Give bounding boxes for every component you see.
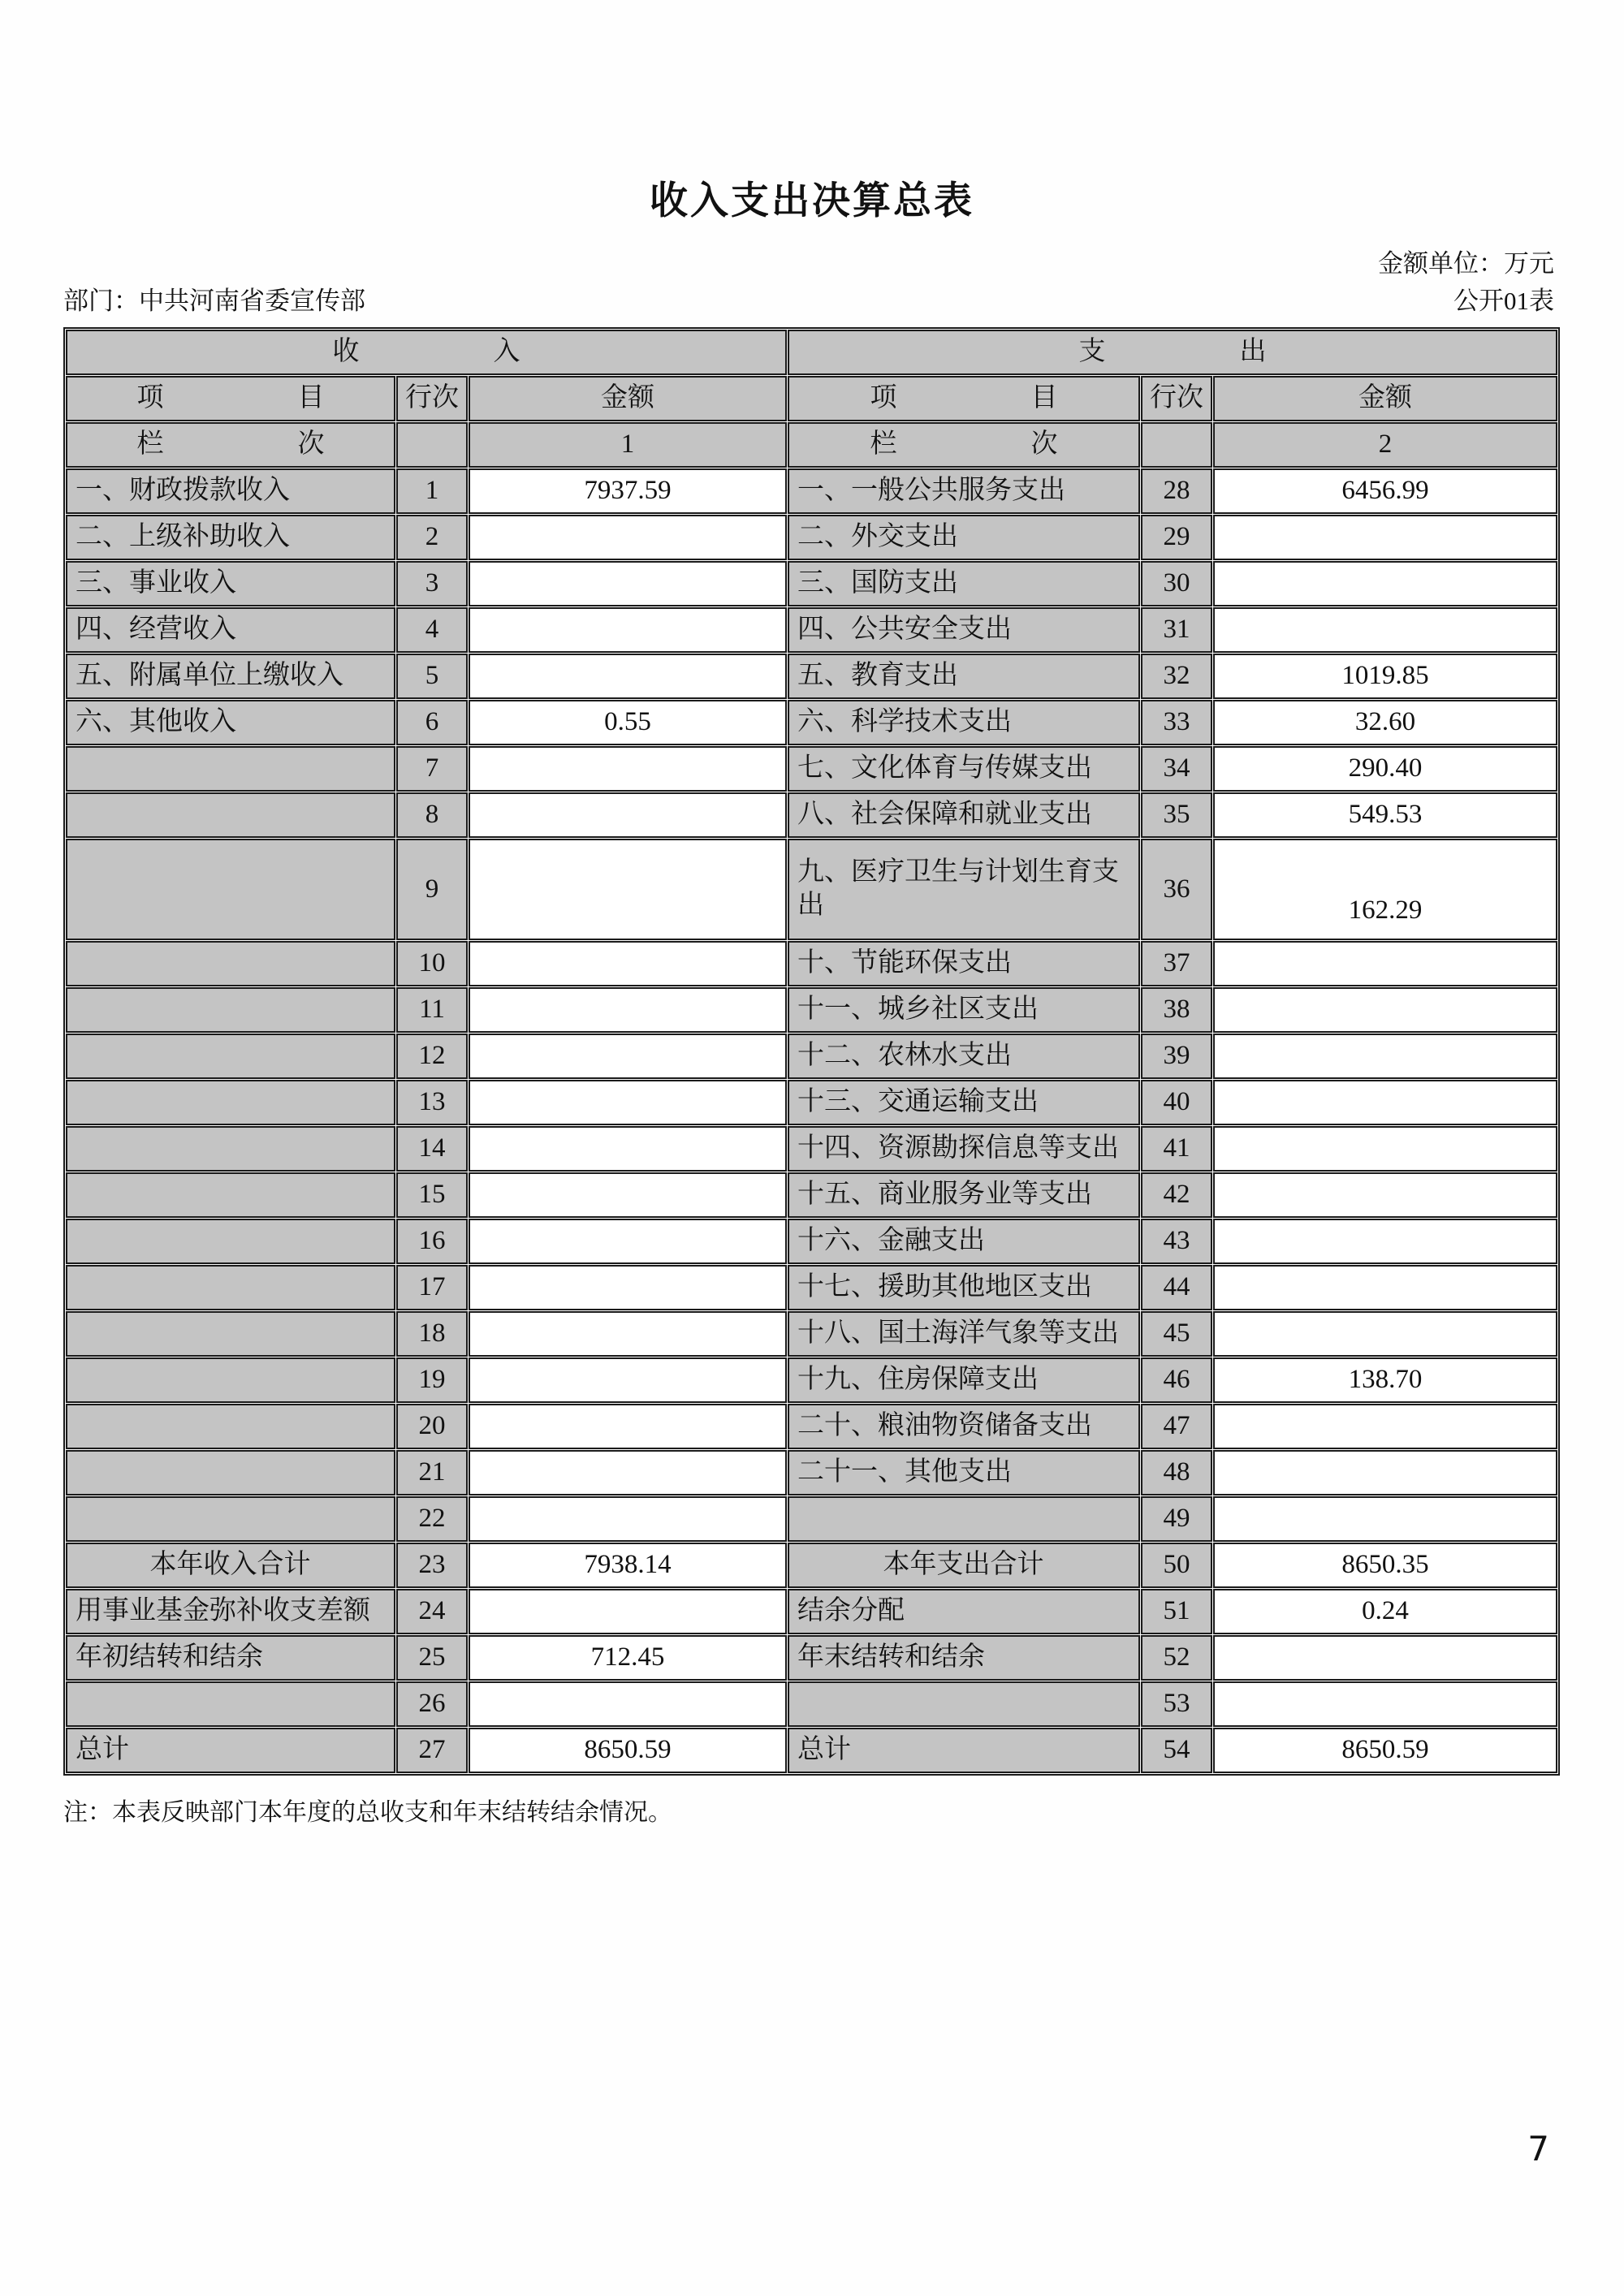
income-rowno-cell: 26 [396, 1681, 468, 1727]
income-item-cell [66, 1080, 395, 1125]
expense-rowno-cell: 32 [1141, 654, 1212, 699]
income-amount-cell [469, 1496, 787, 1542]
expense-rowno-cell: 50 [1141, 1543, 1212, 1588]
table-row [66, 987, 1557, 1033]
expense-rowno-cell: 47 [1141, 1404, 1212, 1449]
income-rowno-cell: 12 [396, 1034, 468, 1079]
income-rowno-cell: 8 [396, 792, 468, 838]
expense-amount-cell [1213, 1496, 1557, 1542]
table-row [66, 1311, 1557, 1357]
expense-amount-cell: 6456.99 [1213, 468, 1557, 514]
income-rowno-cell: 25 [396, 1635, 468, 1681]
table-row [66, 654, 1557, 699]
table-row [66, 1034, 1557, 1079]
income-amount-cell [469, 792, 787, 838]
income-rowno-cell: 27 [396, 1728, 468, 1773]
section-header-row [66, 330, 1557, 375]
table-row [66, 700, 1557, 745]
lane-number-row [66, 422, 1557, 468]
table-row [66, 941, 1557, 986]
income-item-cell [66, 1311, 395, 1357]
expense-rowno-header: 行次 [1141, 376, 1212, 421]
income-item-cell: 总计 [66, 1728, 395, 1773]
expense-amount-cell: 8650.35 [1213, 1543, 1557, 1588]
table-row [66, 515, 1557, 560]
table-code-label: 公开01表 [1453, 286, 1554, 315]
table-row [66, 1450, 1557, 1495]
expense-item-cell: 十九、住房保障支出 [788, 1357, 1140, 1403]
expense-item-cell: 九、医疗卫生与计划生育支出 [788, 839, 1140, 940]
expense-rowno-cell: 28 [1141, 468, 1212, 514]
income-rowno-cell: 16 [396, 1219, 468, 1264]
table-row [66, 1681, 1557, 1727]
expense-item-cell: 年末结转和结余 [788, 1635, 1140, 1681]
income-amount-header: 金额 [469, 376, 787, 421]
expense-item-cell: 十二、农林水支出 [788, 1034, 1140, 1079]
income-item-cell: 三、事业收入 [66, 561, 395, 606]
income-rowno-cell: 17 [396, 1265, 468, 1310]
budget-summary-table [63, 327, 1560, 1776]
income-amount-cell [469, 1172, 787, 1218]
expense-item-cell: 六、科学技术支出 [788, 700, 1140, 745]
expense-item-cell [788, 1496, 1140, 1542]
expense-rowno-cell: 36 [1141, 839, 1212, 940]
income-amount-cell [469, 746, 787, 792]
page-number: 7 [1527, 2129, 1549, 2169]
income-rowno-cell: 14 [396, 1126, 468, 1172]
table-row [66, 1357, 1557, 1403]
expense-lane-label: 栏 次 [788, 422, 1140, 468]
expense-rowno-cell: 42 [1141, 1172, 1212, 1218]
expense-item-cell: 十三、交通运输支出 [788, 1080, 1140, 1125]
expense-amount-cell [1213, 1034, 1557, 1079]
expense-amount-header: 金额 [1213, 376, 1557, 421]
income-rowno-cell: 11 [396, 987, 468, 1033]
income-lane-spacer [396, 422, 468, 468]
income-amount-cell [469, 839, 787, 940]
expense-amount-cell: 549.53 [1213, 792, 1557, 838]
expense-amount-cell [1213, 1219, 1557, 1264]
income-item-cell [66, 1450, 395, 1495]
expense-item-cell: 十一、城乡社区支出 [788, 987, 1140, 1033]
income-amount-cell [469, 941, 787, 986]
department-label: 部门：中共河南省委宣传部 [63, 286, 365, 315]
income-item-cell: 五、附属单位上缴收入 [66, 654, 395, 699]
expense-rowno-cell: 43 [1141, 1219, 1212, 1264]
expense-lane-spacer [1141, 422, 1212, 468]
expense-item-cell: 总计 [788, 1728, 1140, 1773]
expense-amount-cell [1213, 607, 1557, 653]
expense-rowno-cell: 33 [1141, 700, 1212, 745]
expense-section-header: 支 出 [788, 330, 1557, 375]
income-amount-cell: 8650.59 [469, 1728, 787, 1773]
expense-item-cell: 十五、商业服务业等支出 [788, 1172, 1140, 1218]
table-row [66, 1728, 1557, 1773]
table-row [66, 839, 1557, 940]
expense-item-cell: 一、一般公共服务支出 [788, 468, 1140, 514]
income-item-cell: 一、财政拨款收入 [66, 468, 395, 514]
income-amount-cell [469, 1265, 787, 1310]
income-amount-cell [469, 561, 787, 606]
expense-item-cell: 二十一、其他支出 [788, 1450, 1140, 1495]
income-item-cell [66, 987, 395, 1033]
income-item-cell [66, 746, 395, 792]
expense-rowno-cell: 41 [1141, 1126, 1212, 1172]
income-item-cell: 本年收入合计 [66, 1543, 395, 1588]
income-lane-label: 栏 次 [66, 422, 395, 468]
income-rowno-cell: 1 [396, 468, 468, 514]
expense-item-cell: 本年支出合计 [788, 1543, 1140, 1588]
expense-item-cell: 十四、资源勘探信息等支出 [788, 1126, 1140, 1172]
expense-rowno-cell: 39 [1141, 1034, 1212, 1079]
income-item-cell [66, 1172, 395, 1218]
income-rowno-cell: 7 [396, 746, 468, 792]
expense-amount-cell [1213, 1172, 1557, 1218]
income-item-cell [66, 1034, 395, 1079]
expense-rowno-cell: 31 [1141, 607, 1212, 653]
income-lane-number: 1 [469, 422, 787, 468]
expense-amount-cell [1213, 1404, 1557, 1449]
table-row [66, 1265, 1557, 1310]
income-item-cell [66, 1496, 395, 1542]
footnote: 注：本表反映部门本年度的总收支和年末结转结余情况。 [63, 1798, 672, 1826]
income-rowno-cell: 18 [396, 1311, 468, 1357]
expense-rowno-cell: 52 [1141, 1635, 1212, 1681]
income-section-header: 收 入 [66, 330, 787, 375]
income-item-cell [66, 1681, 395, 1727]
amount-unit-label: 金额单位：万元 [1378, 249, 1554, 278]
expense-amount-cell: 162.29 [1213, 839, 1557, 940]
expense-amount-cell [1213, 1681, 1557, 1727]
table-row [66, 1635, 1557, 1681]
table-row [66, 1219, 1557, 1264]
table-row [66, 607, 1557, 653]
expense-amount-cell [1213, 561, 1557, 606]
income-amount-cell [469, 1080, 787, 1125]
expense-amount-cell [1213, 1265, 1557, 1310]
income-rowno-cell: 15 [396, 1172, 468, 1218]
expense-item-cell: 二、外交支出 [788, 515, 1140, 560]
expense-rowno-cell: 54 [1141, 1728, 1212, 1773]
page-title: 收入支出决算总表 [650, 180, 974, 222]
expense-item-header: 项 目 [788, 376, 1140, 421]
expense-rowno-cell: 37 [1141, 941, 1212, 986]
expense-item-cell: 八、社会保障和就业支出 [788, 792, 1140, 838]
expense-rowno-cell: 44 [1141, 1265, 1212, 1310]
income-item-header: 项 目 [66, 376, 395, 421]
income-rowno-cell: 5 [396, 654, 468, 699]
income-rowno-cell: 23 [396, 1543, 468, 1588]
income-rowno-cell: 19 [396, 1357, 468, 1403]
table-row [66, 561, 1557, 606]
income-rowno-cell: 10 [396, 941, 468, 986]
income-rowno-cell: 4 [396, 607, 468, 653]
meta-line [63, 286, 1554, 316]
expense-amount-cell [1213, 515, 1557, 560]
income-rowno-cell: 6 [396, 700, 468, 745]
income-item-cell [66, 1404, 395, 1449]
column-header-row [66, 376, 1557, 421]
expense-item-cell: 二十、粮油物资储备支出 [788, 1404, 1140, 1449]
expense-rowno-cell: 38 [1141, 987, 1212, 1033]
income-item-cell [66, 1219, 395, 1264]
expense-amount-cell: 0.24 [1213, 1589, 1557, 1634]
income-item-cell [66, 792, 395, 838]
expense-amount-cell [1213, 987, 1557, 1033]
table-row [66, 1126, 1557, 1172]
table-row [66, 1496, 1557, 1542]
expense-rowno-cell: 30 [1141, 561, 1212, 606]
income-item-cell [66, 941, 395, 986]
income-rowno-cell: 3 [396, 561, 468, 606]
expense-amount-cell [1213, 1635, 1557, 1681]
income-amount-cell: 7938.14 [469, 1543, 787, 1588]
income-item-cell [66, 1357, 395, 1403]
income-rowno-cell: 9 [396, 839, 468, 940]
table-row [66, 1589, 1557, 1634]
income-amount-cell [469, 1681, 787, 1727]
expense-rowno-cell: 49 [1141, 1496, 1212, 1542]
expense-rowno-cell: 40 [1141, 1080, 1212, 1125]
expense-amount-cell: 8650.59 [1213, 1728, 1557, 1773]
expense-item-cell: 十、节能环保支出 [788, 941, 1140, 986]
expense-item-cell: 四、公共安全支出 [788, 607, 1140, 653]
table-row [66, 468, 1557, 514]
expense-amount-cell [1213, 1080, 1557, 1125]
income-item-cell: 二、上级补助收入 [66, 515, 395, 560]
income-rowno-cell: 22 [396, 1496, 468, 1542]
table-row [66, 1404, 1557, 1449]
income-amount-cell [469, 515, 787, 560]
income-item-cell: 六、其他收入 [66, 700, 395, 745]
expense-rowno-cell: 53 [1141, 1681, 1212, 1727]
income-amount-cell [469, 1311, 787, 1357]
expense-rowno-cell: 46 [1141, 1357, 1212, 1403]
expense-amount-cell: 290.40 [1213, 746, 1557, 792]
income-amount-cell [469, 1357, 787, 1403]
expense-rowno-cell: 29 [1141, 515, 1212, 560]
income-rowno-cell: 21 [396, 1450, 468, 1495]
table-row [66, 1543, 1557, 1588]
income-item-cell [66, 1265, 395, 1310]
income-rowno-cell: 13 [396, 1080, 468, 1125]
expense-item-cell: 七、文化体育与传媒支出 [788, 746, 1140, 792]
expense-item-cell: 三、国防支出 [788, 561, 1140, 606]
expense-lane-number: 2 [1213, 422, 1557, 468]
income-rowno-cell: 2 [396, 515, 468, 560]
expense-amount-cell [1213, 941, 1557, 986]
expense-rowno-cell: 34 [1141, 746, 1212, 792]
expense-item-cell: 五、教育支出 [788, 654, 1140, 699]
income-amount-cell [469, 607, 787, 653]
income-rowno-header: 行次 [396, 376, 468, 421]
income-amount-cell: 712.45 [469, 1635, 787, 1681]
income-amount-cell [469, 987, 787, 1033]
expense-item-cell: 十八、国土海洋气象等支出 [788, 1311, 1140, 1357]
income-amount-cell [469, 1404, 787, 1449]
income-item-cell [66, 1126, 395, 1172]
expense-rowno-cell: 51 [1141, 1589, 1212, 1634]
income-amount-cell [469, 1219, 787, 1264]
expense-amount-cell [1213, 1311, 1557, 1357]
income-item-cell: 用事业基金弥补收支差额 [66, 1589, 395, 1634]
income-amount-cell [469, 1589, 787, 1634]
expense-rowno-cell: 45 [1141, 1311, 1212, 1357]
income-amount-cell [469, 1450, 787, 1495]
table-row [66, 792, 1557, 838]
expense-amount-cell: 138.70 [1213, 1357, 1557, 1403]
income-rowno-cell: 24 [396, 1589, 468, 1634]
expense-amount-cell: 1019.85 [1213, 654, 1557, 699]
income-amount-cell [469, 1126, 787, 1172]
table-row [66, 746, 1557, 792]
table-row [66, 1172, 1557, 1218]
income-rowno-cell: 20 [396, 1404, 468, 1449]
expense-amount-cell [1213, 1126, 1557, 1172]
income-item-cell: 四、经营收入 [66, 607, 395, 653]
expense-amount-cell [1213, 1450, 1557, 1495]
income-amount-cell [469, 1034, 787, 1079]
expense-item-cell: 十七、援助其他地区支出 [788, 1265, 1140, 1310]
income-item-cell [66, 839, 395, 940]
income-amount-cell: 0.55 [469, 700, 787, 745]
income-item-cell: 年初结转和结余 [66, 1635, 395, 1681]
expense-rowno-cell: 48 [1141, 1450, 1212, 1495]
expense-item-cell: 结余分配 [788, 1589, 1140, 1634]
income-amount-cell [469, 654, 787, 699]
table-row [66, 1080, 1557, 1125]
expense-rowno-cell: 35 [1141, 792, 1212, 838]
expense-amount-cell: 32.60 [1213, 700, 1557, 745]
expense-item-cell [788, 1681, 1140, 1727]
income-amount-cell: 7937.59 [469, 468, 787, 514]
expense-item-cell: 十六、金融支出 [788, 1219, 1140, 1264]
